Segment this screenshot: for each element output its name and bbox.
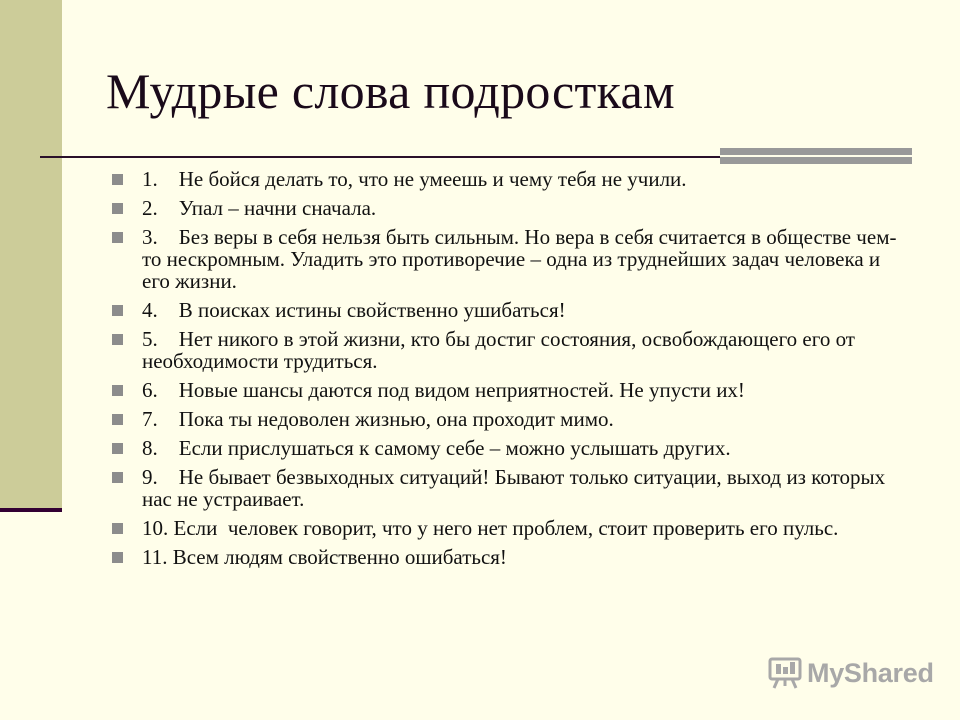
list-item-text: 10. Если человек говорит, что у него нет проблем, стоит проверить его пульс.: [142, 516, 839, 540]
square-bullet-icon: [112, 443, 123, 454]
list-item: [112, 408, 912, 430]
title-divider-accent: [720, 148, 912, 164]
square-bullet-icon: [112, 334, 123, 345]
list-item: [112, 517, 912, 539]
list-item: [112, 466, 912, 510]
list-item-text: 8. Если прислушаться к самому себе – можно услышать других.: [142, 436, 731, 460]
list-item: [112, 379, 912, 401]
square-bullet-icon: [112, 203, 123, 214]
list-item-text: 4. В поисках истины свойственно ушибаться!: [142, 298, 566, 322]
square-bullet-icon: [112, 385, 123, 396]
left-accent-bar: [0, 0, 62, 510]
list-item-text: 5. Нет никого в этой жизни, кто бы достиг состояния, освобождающего его от необходимости трудиться.: [142, 327, 861, 373]
myshared-logo-icon: [767, 656, 803, 690]
list-item: [112, 328, 912, 372]
list-item-text: 3. Без веры в себя нельзя быть сильным. Но вера в себя считается в обществе чем-то нескромным. Уладить это противоречие – одна из труднейших задач человека и его жизни.: [142, 225, 897, 293]
square-bullet-icon: [112, 232, 123, 243]
list-item-text: 6. Новые шансы даются под видом неприятностей. Не упусти их!: [142, 378, 745, 402]
list-item: [112, 197, 912, 219]
square-bullet-icon: [112, 552, 123, 563]
list-item: [112, 546, 912, 568]
myshared-watermark[interactable]: [767, 656, 934, 690]
square-bullet-icon: [112, 414, 123, 425]
title-divider-line: [40, 156, 720, 158]
list-item-text: 7. Пока ты недоволен жизнью, она проходит мимо.: [142, 407, 614, 431]
list-item: [112, 226, 912, 292]
square-bullet-icon: [112, 174, 123, 185]
list-item-text: 2. Упал – начни сначала.: [142, 196, 377, 220]
watermark-text: MyShared: [807, 657, 934, 688]
advice-list: [112, 168, 912, 575]
list-item-text: 11. Всем людям свойственно ошибаться!: [142, 545, 507, 569]
square-bullet-icon: [112, 472, 123, 483]
list-item: [112, 168, 912, 190]
square-bullet-icon: [112, 305, 123, 316]
slide-title: Мудрые слова подросткам: [106, 63, 675, 119]
list-item-text: 9. Не бывает безвыходных ситуаций! Бывают только ситуации, выход из которых нас не устраивает.: [142, 465, 891, 511]
list-item: [112, 437, 912, 459]
list-item-text: 1. Не бойся делать то, что не умеешь и чему тебя не учили.: [142, 167, 687, 191]
square-bullet-icon: [112, 523, 123, 534]
left-accent-bar-edge: [0, 508, 62, 512]
list-item: [112, 299, 912, 321]
